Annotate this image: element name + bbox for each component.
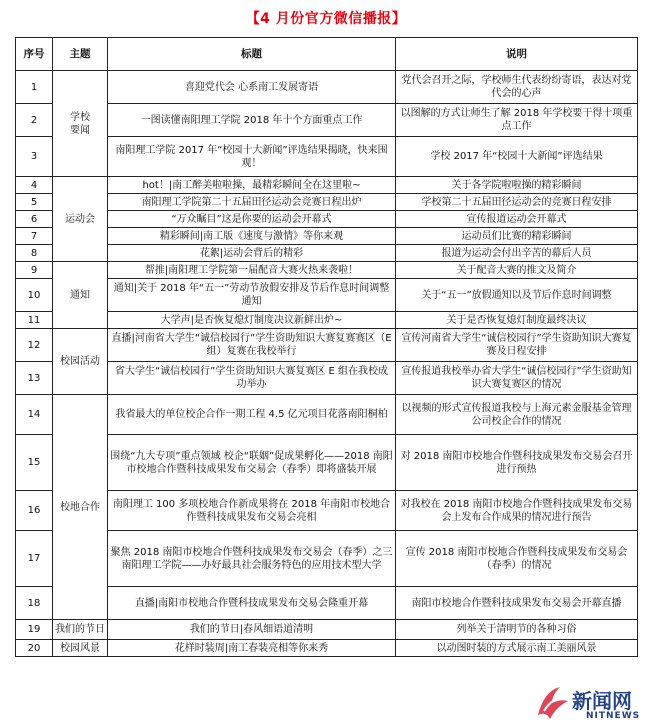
row-topic: 学校 要闻	[53, 71, 108, 177]
table-row	[16, 587, 638, 620]
row-title: 南阳理工学院 2017 年“校园十大新闻”评选结果揭晓，快来围观！	[108, 137, 396, 177]
row-index: 12	[16, 329, 53, 362]
row-index: 1	[16, 71, 53, 104]
row-title: 精彩瞬间|南工版《速度与激情》等你来观	[108, 228, 396, 245]
row-title: 花絮|运动会背后的精彩	[108, 245, 396, 262]
row-note: 关于配音大赛的推文及简介	[396, 262, 638, 279]
table-row	[16, 228, 638, 245]
row-title: 通知|关于 2018 年“五一”劳动节放假安排及节后作息时间调整通知	[108, 279, 396, 312]
row-note: 学校第二十五届田径运动会的竞赛日程安排	[396, 194, 638, 211]
row-title: 一图读懂南阳理工学院 2018 年十个方面重点工作	[108, 104, 396, 137]
row-note: 报道为运动会付出辛苦的幕后人员	[396, 245, 638, 262]
row-index: 17	[16, 531, 53, 587]
row-title: 聚焦 2018 南阳市校地合作暨科技成果发布交易会（春季）之三 南阳理工学院——办好最具社会服务特色的应用技术型大学	[108, 531, 396, 587]
table-row	[16, 312, 638, 329]
table-row	[16, 245, 638, 262]
row-title: 省大学生“诚信校园行”学生资助知识大赛复赛区 E 组在我校成功举办	[108, 362, 396, 395]
row-title: 花样时装周|南工春装亮相等你来秀	[108, 640, 396, 657]
row-note: 列举关于清明节的各种习俗	[396, 620, 638, 640]
row-topic: 校园风景	[53, 640, 108, 657]
row-note: 对 2018 南阳市校地合作暨科技成果发布交易会召开进行预热	[396, 435, 638, 491]
page-title: 【4 月份官方微信播报】	[245, 11, 407, 27]
row-title: 帮推|南阳理工学院第一届配音大赛火热来袭啦！	[108, 262, 396, 279]
row-title: 大学声|是否恢复熄灯制度决议新鲜出炉~	[108, 312, 396, 329]
table-row	[16, 104, 638, 137]
table-row	[16, 531, 638, 587]
table-row	[16, 395, 638, 435]
table-row	[16, 71, 638, 104]
broadcast-table	[15, 37, 638, 657]
row-note: 关于“五一”放假通知以及节后作息时间调整	[396, 279, 638, 312]
row-note: 以视频的形式宣传报道我校与上海元素金服基金管理公司校企合作的情况	[396, 395, 638, 435]
table-row	[16, 262, 638, 279]
table-body	[16, 71, 638, 657]
table-row	[16, 491, 638, 531]
row-index: 7	[16, 228, 53, 245]
row-index: 11	[16, 312, 53, 329]
row-index: 3	[16, 137, 53, 177]
watermark-subtext: NITNEWS	[586, 711, 641, 721]
row-index: 4	[16, 177, 53, 194]
table-row	[16, 640, 638, 657]
header-topic: 主题	[53, 38, 108, 71]
row-note: 关于是否恢复熄灯制度最终决议	[396, 312, 638, 329]
table-row	[16, 211, 638, 228]
row-note: 宣传河南省大学生“诚信校园行”学生资助知识大赛复赛及日程安排	[396, 329, 638, 362]
table-row	[16, 194, 638, 211]
row-index: 19	[16, 620, 53, 640]
row-title: 直播|南阳市校地合作暨科技成果发布交易会隆重开幕	[108, 587, 396, 620]
row-topic: 通知	[53, 262, 108, 329]
row-index: 6	[16, 211, 53, 228]
watermark	[528, 681, 646, 725]
table-row	[16, 137, 638, 177]
row-note: 运动员们比赛的精彩瞬间	[396, 228, 638, 245]
row-note: 宣传报道我校举办省大学生“诚信校园行”学生资助知识大赛复赛区的情况	[396, 362, 638, 395]
row-title: 围绕“九大专项”重点领域 校企“联姻”促成果孵化——2018 南阳市校地合作暨科技成果发布交易会（春季）即将盛装开展	[108, 435, 396, 491]
header-note: 说明	[396, 38, 638, 71]
row-topic: 我们的节日	[53, 620, 108, 640]
row-title: hot！|南工醉美啦啦操，最精彩瞬间全在这里啦~	[108, 177, 396, 194]
row-title: 我省最大的单位校企合作一期工程 4.5 亿元项目花落南阳桐柏	[108, 395, 396, 435]
table-row	[16, 329, 638, 362]
row-note: 对我校在 2018 南阳市校地合作暨科技成果发布交易会上发布合作成果的情况进行预告	[396, 491, 638, 531]
header-title: 标题	[108, 38, 396, 71]
table-row	[16, 435, 638, 491]
row-index: 18	[16, 587, 53, 620]
row-index: 10	[16, 279, 53, 312]
watermark-text: 新闻网	[572, 689, 632, 713]
table-row	[16, 279, 638, 312]
row-note: 以图解的方式让师生了解 2018 年学校要干得十项重点工作	[396, 104, 638, 137]
row-topic: 运动会	[53, 177, 108, 262]
news-logo-icon	[530, 681, 574, 725]
row-topic: 校地合作	[53, 395, 108, 620]
row-index: 5	[16, 194, 53, 211]
header-row	[16, 38, 638, 71]
row-index: 13	[16, 362, 53, 395]
row-note: 关于各学院啦啦操的精彩瞬间	[396, 177, 638, 194]
row-note: 宣传报道运动会开幕式	[396, 211, 638, 228]
table-row	[16, 620, 638, 640]
row-index: 8	[16, 245, 53, 262]
row-index: 14	[16, 395, 53, 435]
header-index: 序号	[16, 38, 53, 71]
table-row	[16, 362, 638, 395]
row-title: 喜迎党代会 心系南工发展寄语	[108, 71, 396, 104]
row-title: 我们的节日|春风细语道清明	[108, 620, 396, 640]
row-title: 直播|河南省大学生“诚信校园行”学生资助知识大赛复赛赛区（E 组）复赛在我校举行	[108, 329, 396, 362]
row-note: 以动图时装的方式展示南工美丽风景	[396, 640, 638, 657]
row-index: 16	[16, 491, 53, 531]
row-title: “万众瞩目”这是你要的运动会开幕式	[108, 211, 396, 228]
row-note: 宣传 2018 南阳市校地合作暨科技成果发布交易会（春季）的情况	[396, 531, 638, 587]
table-row	[16, 177, 638, 194]
row-note: 学校 2017 年“校园十大新闻”评选结果	[396, 137, 638, 177]
row-note: 南阳市校地合作暨科技成果发布交易会开幕直播	[396, 587, 638, 620]
row-index: 15	[16, 435, 53, 491]
row-title: 南阳理工学院第二十五届田径运动会竞赛日程出炉	[108, 194, 396, 211]
row-topic: 校园活动	[53, 329, 108, 395]
row-index: 9	[16, 262, 53, 279]
row-title: 南阳理工 100 多项校地合作新成果将在 2018 年南阳市校地合作暨科技成果发布交易会亮相	[108, 491, 396, 531]
row-index: 2	[16, 104, 53, 137]
row-note: 党代会召开之际，学校师生代表纷纷寄语，表达对党代会的心声	[396, 71, 638, 104]
row-index: 20	[16, 640, 53, 657]
